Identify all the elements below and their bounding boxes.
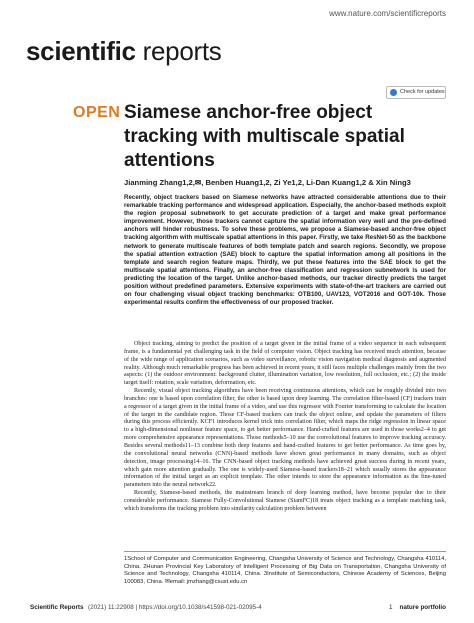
footer-volume: (2021) 11:22908 bbox=[88, 604, 134, 611]
footer-journal: Scientific Reports bbox=[30, 604, 84, 611]
footer-page-number: 1 bbox=[388, 604, 393, 611]
abstract: Recently, object trackers based on Siamese networks have attracted considerable attentions due to their remarkable tracking performance and widespread application. Especially, the anchor-based methods exploit the region proposal subnetwork to get accurate prediction of a target and make great performance improvement. However, those trackers cannot capture the spatial information very well and the pre-defined anchors will hinder robustness. To solve these problems, we propose a Siamese-based anchor-free object tracking algorithm with multiscale spatial attentions in this paper. Firstly, we take ResNet-50 as the backbone network to generate multiscale features of both template patch and search regions. Secondly, we propose the spatial attention extraction (SAE) block to capture the spatial information among all positions in the template and search region feature maps. Thirdly, we put these features into the SAE block to get the multiscale spatial attentions. Finally, an anchor-free classification and regression subnetwork is used for predicting the location of the target. Unlike anchor-based methods, our tracker directly predicts the target position without predefined parameters. Extensive experiments with state-of-the-art trackers are carried out on four challenging visual object tracking benchmarks: OTB100, UAV123, VOT2016 and GOT-10k. Those experimental results confirm the effectiveness of our proposed tracker. bbox=[124, 194, 446, 307]
page-footer bbox=[30, 604, 446, 614]
article-title: Siamese anchor-free object tracking with multiscale spatial attentions bbox=[124, 102, 405, 171]
publisher-logo: nature portfolio bbox=[399, 604, 446, 611]
body-paragraph-2: Recently, visual object tracking algorithms have been receiving continuous attentions, which can be roughly divided into two branches: one is based upon correlation filter, the other is based upon deep learning. The correlation filter-based (CF) trackers train a regressor of a target given in the initial frame of a video, and use this regressor with Fourier transforming to calculate the location of the target in the candidate region. Those CF-based trackers can track the object online, and update the parameters of filters during this process efficiently. KCF1 introduces kernel trick into correlation filter, which maps the ridge regression in linear space to a high-dimensional nonlinear feature space, to get better performance. Hand-crafted features are used in those works2–4 to get more comprehensive appearance representations. Those methods5–10 use the convolutional features to improve tracking accuracy. Besides several methods11–13 combine both deep features and hand-crafted features to get better performance. As time goes by, the convolutional neural networks (CNN)-based methods have shown great performance in many domains, such as object detection, image processing14–16. The CNN-based object tracking methods have achieved great success during in recent years, which gain more attention gradually. The one is widely-used Siamese-based trackers18–21 which usually stores the appearance information of the initial target as an explicit template. The other intends to store the appearance information as the fine-tuned parameters into the neural network22. bbox=[124, 388, 446, 489]
affiliations: 1School of Computer and Communication Engineering, Changsha University of Science and Technology, Changsha 410114, China. 2Hunan Provincial Key Laboratory of Intelligent Processing of Big Data on Transportation, Changsha University of Science and Technology, Changsha 410114, China. 3Institute of Semiconductors, Chinese Academy of Sciences, Beijing 100083, China. ✉email: jmzhang@csust.edu.cn bbox=[124, 556, 446, 585]
footer-doi[interactable] bbox=[88, 604, 262, 611]
footer-citation bbox=[30, 604, 84, 611]
brand-bold: scientific bbox=[26, 36, 136, 66]
journal-url[interactable]: www.nature.com/scientificreports bbox=[329, 9, 446, 18]
check-updates-icon bbox=[390, 89, 397, 96]
check-for-updates-button[interactable] bbox=[386, 86, 446, 99]
check-updates-label: Check for updates bbox=[400, 89, 445, 95]
body-paragraph-3: Recently, Siamese-based methods, the mainstream branch of deep learning method, have become popular due to their considerable performance. Siamese Fully-Convolutional Siamese (SiamFC)18 treats object tracking as a template matching task, which transforms the tracking problem into similarity calculation problem between bbox=[124, 490, 446, 512]
brand-light: reports bbox=[142, 36, 222, 66]
author-list[interactable]: Jianming Zhang1,2,✉, Benben Huang1,2, Zi Ye1,2, Li-Dan Kuang1,2 & Xin Ning3 bbox=[124, 178, 411, 187]
footer-doi-link[interactable]: | https://doi.org/10.1038/s41598-021-02095-4 bbox=[135, 604, 262, 611]
body-paragraph-1: Object tracking, aiming to predict the position of a target given in the initial frame of a video sequence in each subsequent frame, is a fundamental yet challenging task in the field of computer vision. Object tracking has received much attention, because of the wide range of application scenarios, such as video surveillance, robotic vision navigation medical diagnosis and augmented reality. Although much remarkable progress has been achieved in recent years, it still faces multiple challenges mainly from the two aspects: (1) the outdoor environment: background clutter, illumination variation, low resolution, full occlusion, etc.; (2) the inside target itself: rotation, scale variation, deformation, etc. bbox=[124, 341, 446, 387]
body-text bbox=[124, 341, 446, 514]
journal-brand[interactable] bbox=[26, 36, 221, 67]
footer-right bbox=[389, 604, 446, 611]
affiliation-divider bbox=[124, 551, 446, 552]
open-access-label: OPEN bbox=[73, 104, 121, 121]
